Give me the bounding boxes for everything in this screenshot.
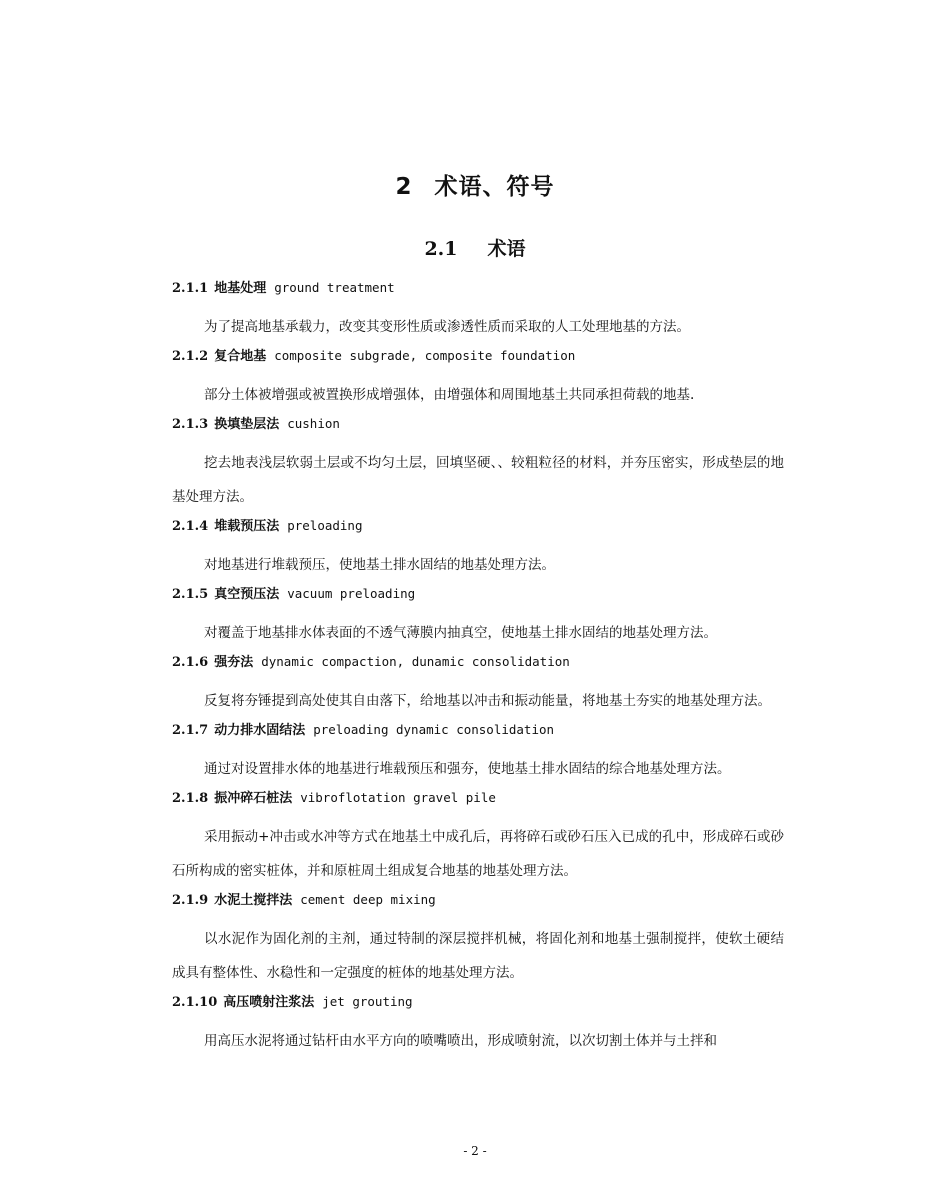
term-english: jet grouting <box>322 994 413 1009</box>
term-entry <box>172 718 784 786</box>
term-english: vibroflotation gravel pile <box>300 790 496 805</box>
term-heading <box>172 582 784 616</box>
term-chinese: 堆载预压法 <box>214 519 280 534</box>
term-chinese: 强夯法 <box>214 655 254 670</box>
term-definition: 对覆盖于地基排水体表面的不透气薄膜内抽真空，使地基土排水固结的地基处理方法。 <box>204 625 717 641</box>
term-heading <box>172 276 784 310</box>
term-number: 2.1.7 <box>172 723 209 738</box>
term-chinese: 高压喷射注浆法 <box>223 995 315 1010</box>
term-chinese: 振冲碎石桩法 <box>214 791 293 806</box>
section-title-text: 术语 <box>487 238 526 260</box>
term-number: 2.1.2 <box>172 349 209 364</box>
term-number: 2.1.3 <box>172 417 209 432</box>
term-english: cushion <box>287 416 340 431</box>
term-heading <box>172 412 784 446</box>
term-definition: 为了提高地基承载力，改变其变形性质或渗透性质而采取的人工处理地基的方法。 <box>204 319 690 335</box>
term-entry <box>172 344 784 412</box>
section-number: 2.1 <box>424 238 458 260</box>
term-entry <box>172 888 784 990</box>
term-number: 2.1.1 <box>172 281 209 296</box>
term-chinese: 复合地基 <box>214 349 267 364</box>
term-definition: 挖去地表浅层软弱土层或不均匀土层，回填坚硬、、较粗粒径的材料，并夯压密实，形成垫层的地基处理方法。 <box>172 455 784 505</box>
term-entry <box>172 412 784 514</box>
term-english: cement deep mixing <box>300 892 436 907</box>
term-definition: 通过对设置排水体的地基进行堆载预压和强夯，使地基土排水固结的综合地基处理方法。 <box>204 761 731 777</box>
chapter-title-text: 术语、符号 <box>434 174 555 200</box>
term-english: composite subgrade, composite foundation <box>274 348 576 363</box>
term-heading <box>172 650 784 684</box>
term-heading <box>172 344 784 378</box>
term-chinese: 换填垫层法 <box>214 417 280 432</box>
term-heading <box>172 990 784 1024</box>
term-entry <box>172 786 784 888</box>
term-chinese: 水泥土搅拌法 <box>214 893 293 908</box>
term-english: vacuum preloading <box>287 586 416 601</box>
term-definition: 以水泥作为固化剂的主剂，通过特制的深层搅拌机械，将固化剂和地基土强制搅拌，使软土硬结成具有整体性、水稳性和一定强度的桩体的地基处理方法。 <box>172 931 784 981</box>
term-heading <box>172 888 784 922</box>
term-number: 2.1.6 <box>172 655 209 670</box>
term-definition: 采用振动+冲击或水冲等方式在地基土中成孔后，再将碎石或砂石压入已成的孔中，形成碎石或砂石所构成的密实桩体，并和原桩周土组成复合地基的地基处理方法。 <box>172 829 784 879</box>
term-definition: 对地基进行堆载预压，使地基土排水固结的地基处理方法。 <box>204 557 555 573</box>
term-entry <box>172 582 784 650</box>
term-number: 2.1.10 <box>172 995 218 1010</box>
term-entry <box>172 650 784 718</box>
term-entry <box>172 514 784 582</box>
term-definition: 反复将夯锤提到高处使其自由落下，给地基以冲击和振动能量，将地基土夯实的地基处理方法。 <box>204 693 771 709</box>
term-english: dynamic compaction, dunamic consolidation <box>261 654 570 669</box>
term-heading <box>172 786 784 820</box>
term-english: preloading dynamic consolidation <box>313 722 555 737</box>
term-entry <box>172 990 784 1058</box>
term-definition: 用高压水泥将通过钻杆由水平方向的喷嘴喷出，形成喷射流，以次切割土体并与土拌和 <box>204 1033 717 1049</box>
term-entry <box>172 276 784 344</box>
term-number: 2.1.8 <box>172 791 209 806</box>
term-definition: 部分土体被增强或被置换形成增强体，由增强体和周围地基土共同承担荷载的地基. <box>204 387 695 403</box>
section-title <box>0 234 950 261</box>
term-number: 2.1.5 <box>172 587 209 602</box>
term-heading <box>172 514 784 548</box>
term-number: 2.1.4 <box>172 519 209 534</box>
term-heading <box>172 718 784 752</box>
term-chinese: 地基处理 <box>214 281 267 296</box>
chapter-number: 2 <box>395 174 413 200</box>
term-english: ground treatment <box>274 280 395 295</box>
term-chinese: 动力排水固结法 <box>214 723 306 738</box>
term-number: 2.1.9 <box>172 893 209 908</box>
term-chinese: 真空预压法 <box>214 587 280 602</box>
term-english: preloading <box>287 518 363 533</box>
chapter-title <box>0 168 950 201</box>
page-number: - 2 - <box>463 1144 487 1158</box>
term-list <box>172 276 784 1058</box>
